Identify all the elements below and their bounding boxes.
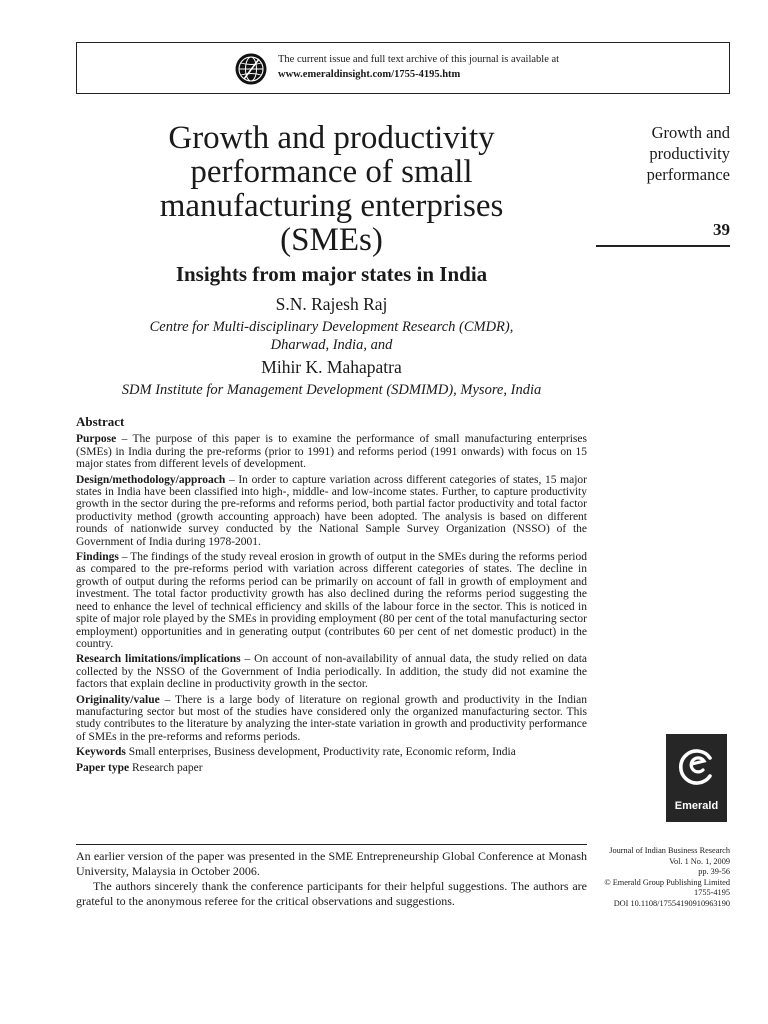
section-label: Originality/value [76,693,160,706]
section-text: – On account of non-availability of annual data, the study relied on data collected by the NSSO of the Government of India periodically. In addition, the study did not examine the factors that explain decline in productivity growth in the sector. [76,653,587,691]
section-label: Design/methodology/approach [76,473,226,486]
section-text: – In order to capture variation across different categories of states, 15 major states in India have been classified into high-, middle- and low-income states. Further, to capture productivity growth in the sector during the pre-reforms and reforms period, both partial factor productivity and total factor productivity method (growth accounting approach) have been adopted. The analysis is based on different rounds of nationwide survey conducted by the National Sample Survey Organization (NSSO) of the Government of India during 1978-2001. [76,473,587,548]
affiliation-line: Dharwad, India, and [270,337,393,353]
section-text: – The purpose of this paper is to examine the performance of small manufacturing enterprises (SMEs) in India during the pre-reforms (prior to 1991) and reforms period (1991 onwards) with focus on 15 major states from different levels of development. [76,433,587,471]
journal-doi: DOI 10.1108/17554190910963190 [613,898,730,908]
footnote-paragraph: The authors sincerely thank the conference participants for their helpful suggestions. The authors are grateful to the anonymous referee for the critical observations and suggestions. [76,879,587,908]
journal-url-link[interactable]: www.emeraldinsight.com/1755-4195.htm [278,69,461,80]
journal-availability-banner [76,42,730,94]
abstract-paper-type [76,762,587,774]
journal-issn: 1755-4195 [694,888,730,897]
section-label: Purpose [76,433,117,446]
abstract-purpose [76,433,587,470]
emerald-logo [666,734,727,822]
divider [596,245,730,247]
page-number: 39 [713,220,730,239]
paper-subtitle: Insights from major states in India [175,262,488,286]
globe-icon [235,53,267,85]
affiliation-line: Centre for Multi-disciplinary Development Research (CMDR), [149,319,514,335]
abstract-originality [76,694,587,744]
title-line: (SMEs) [280,222,383,258]
section-label: Paper type [76,761,130,774]
banner-line: The current issue and full text archive of this journal is available at [278,54,560,65]
section-text: – There is a large body of literature on regional growth and productivity in the Indian manufacturing sector but most of the studies have considered only the organized manufacturing sector. This study contributes to the literature by analyzing the inter-state variation in growth and productivity performance of SMEs in the pre-reforms and reforms periods. [76,693,587,743]
journal-pages: pp. 39-56 [698,867,730,876]
author-affiliation [76,381,587,399]
paper-title [76,121,587,257]
section-label: Research limitations/implications [76,653,241,666]
footnote-divider [76,844,587,845]
abstract-keywords [76,746,587,758]
running-title-line: Growth and [651,123,730,142]
section-text: – The findings of the study reveal erosion in growth of output in the SMEs during the reforms period as compared to the pre-reforms period with variation across different categories of states. The decline in growth of output during the reforms period can be primarily on account of fall in growth of employment and investment. The total factor productivity growth has also declined during the reforms period suggesting the need to enhance the level of technical efficiency and skills of the labour force in the sector. This is noticed in spite of major role played by the SMEs in providing employment (80 per cent of the total manufacturing sector employment) opportunities and in generating output (contributes 60 per cent of net domestic product) in the country. [76,551,587,650]
running-title [596,122,730,185]
section-text: Research paper [129,761,203,774]
running-title-line: performance [646,165,730,184]
affiliation-line: SDM Institute for Management Development (SDMIMD), Mysore, India [121,382,542,398]
journal-volume: Vol. 1 No. 1, 2009 [669,856,730,866]
section-text: Small enterprises, Business development, Productivity rate, Economic reform, India [125,746,516,759]
banner-text [278,52,559,82]
title-line: performance of small [190,154,473,190]
journal-name: Journal of Indian Business Research [609,846,730,855]
logo-label: Emerald [674,800,719,812]
section-label: Findings [76,551,119,564]
running-title-line: productivity [649,144,730,163]
abstract-findings [76,551,587,650]
abstract-design [76,474,587,548]
title-line: Growth and productivity [168,120,495,156]
author-affiliation [76,318,587,354]
journal-info [590,846,730,909]
footnote [76,849,587,909]
abstract-heading: Abstract [76,414,125,429]
emerald-swirl-icon [677,746,717,790]
footnote-paragraph: An earlier version of the paper was presented in the SME Entrepreneurship Global Conference at Monash University, Malaysia in October 2006. [76,849,587,878]
journal-copyright: © Emerald Group Publishing Limited [604,877,730,887]
author-name: S.N. Rajesh Raj [275,294,388,314]
abstract [76,416,587,777]
author-name: Mihir K. Mahapatra [261,357,402,377]
title-line: manufacturing enterprises [159,188,504,224]
abstract-limitations [76,653,587,690]
section-label: Keywords [76,746,126,759]
